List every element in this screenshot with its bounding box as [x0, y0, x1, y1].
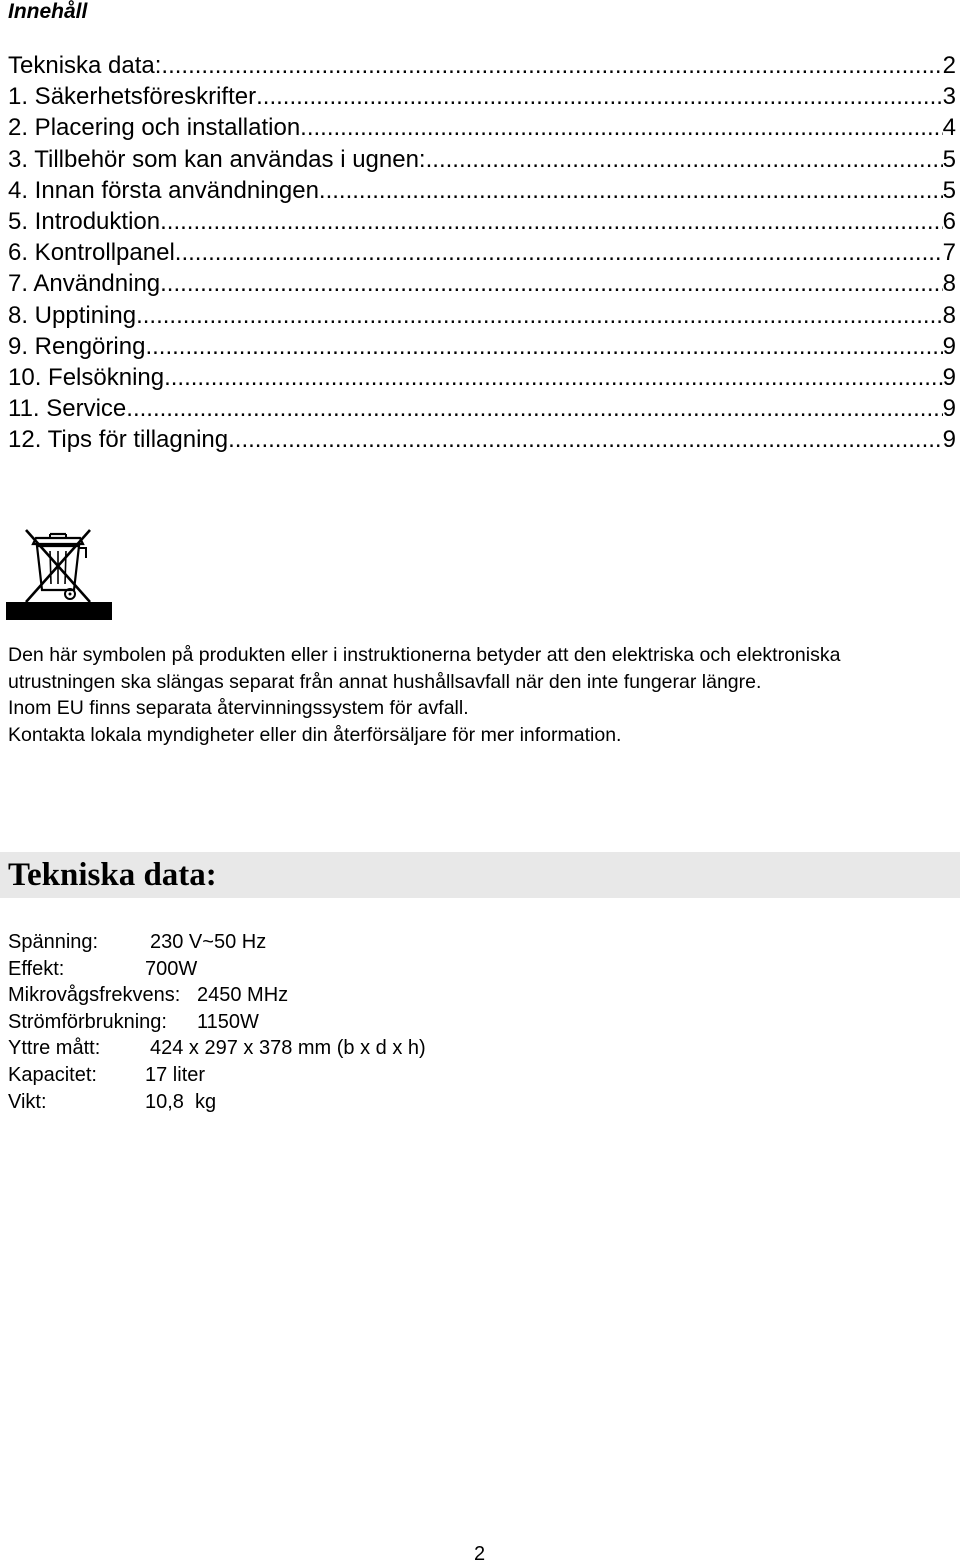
toc-leader-dots — [136, 300, 943, 331]
toc-entry[interactable] — [8, 362, 956, 393]
toc-entry-page: 7 — [942, 239, 956, 267]
toc-leader-dots — [175, 237, 943, 268]
spec-value: 1150W — [197, 1010, 259, 1033]
toc-leader-dots — [145, 331, 942, 362]
toc-leader-dots — [319, 175, 943, 206]
toc-entry-page: 9 — [942, 426, 956, 454]
toc-entry[interactable] — [8, 237, 956, 268]
toc-entry-page: 2 — [942, 52, 956, 79]
toc-leader-dots — [160, 268, 943, 299]
spec-label: Kapacitet: — [8, 1063, 97, 1086]
toc-heading: Innehåll — [8, 0, 88, 23]
spec-value: 2450 MHz — [197, 984, 289, 1007]
toc-leader-dots — [256, 81, 943, 112]
toc-entry[interactable] — [8, 50, 956, 81]
toc-entry-page: 9 — [942, 363, 956, 391]
toc-entry-page: 5 — [942, 145, 956, 173]
weee-paragraph: Inom EU finns separata återvinningssystem för avfall. — [8, 697, 469, 719]
spec-label: Vikt: — [8, 1090, 47, 1113]
spec-row — [8, 982, 908, 1009]
spec-row — [8, 1089, 908, 1116]
toc-entry[interactable] — [8, 112, 956, 143]
section-title: Tekniska data: — [8, 857, 217, 893]
toc-entry-title: 11. Service — [8, 395, 127, 423]
toc-entry-page: 4 — [942, 114, 956, 142]
toc-leader-dots — [160, 206, 943, 237]
toc-leader-dots — [126, 393, 942, 424]
toc-entry[interactable] — [8, 175, 956, 206]
technical-specs-list — [8, 929, 908, 1115]
toc-entry[interactable] — [8, 144, 956, 175]
toc-entry[interactable] — [8, 81, 956, 112]
toc-entry-page: 9 — [942, 395, 956, 423]
spec-label: Mikrovågsfrekvens: — [8, 984, 181, 1007]
page-number: 2 — [474, 1543, 486, 1565]
table-of-contents — [8, 50, 956, 455]
spec-row — [8, 1035, 908, 1062]
toc-leader-dots — [426, 144, 943, 175]
spec-value: 230 V~50 Hz — [150, 931, 267, 953]
toc-entry[interactable] — [8, 393, 956, 424]
toc-entry-title: 1. Säkerhetsföreskrifter — [8, 83, 257, 111]
spec-label: Effekt: — [8, 957, 65, 980]
toc-entry-title: 8. Upptining — [8, 301, 137, 329]
spec-value: 10,8 kg — [145, 1090, 217, 1113]
toc-entry-page: 9 — [942, 332, 956, 360]
weee-paragraph: Kontakta lokala myndigheter eller din återförsäljare för mer information. — [8, 723, 622, 746]
toc-entry[interactable] — [8, 424, 956, 455]
toc-entry[interactable] — [8, 331, 956, 362]
spec-label: Yttre mått: — [8, 1037, 101, 1060]
weee-paragraph: Den här symbolen på produkten eller i instruktionerna betyder att den elektriska och elektroniska utrustningen ska slängas separat från annat hushållsavfall när den inte fungerar längre. — [8, 644, 841, 693]
toc-entry-title: 5. Introduktion — [8, 207, 161, 235]
toc-entry-title: 2. Placering och installation — [8, 114, 301, 142]
toc-entry[interactable] — [8, 206, 956, 237]
toc-entry-title: Tekniska data: — [8, 52, 162, 79]
toc-entry-page: 3 — [942, 83, 956, 111]
toc-entry[interactable] — [8, 300, 956, 331]
toc-entry-page: 6 — [942, 207, 956, 235]
toc-leader-dots — [300, 112, 942, 143]
spec-value: 424 x 297 x 378 mm (b x d x h) — [150, 1037, 426, 1060]
spec-label: Strömförbrukning: — [8, 1010, 167, 1033]
toc-leader-dots — [228, 424, 943, 455]
toc-leader-dots — [164, 362, 943, 393]
toc-entry-page: 8 — [942, 301, 956, 329]
toc-entry-title: 4. Innan första användningen — [8, 176, 319, 204]
toc-entry-title: 12. Tips för tillagning — [8, 426, 229, 454]
spec-row — [8, 1062, 908, 1089]
spec-value: 700W — [145, 957, 198, 980]
toc-entry-title: 3. Tillbehör som kan användas i ugnen: — [8, 145, 426, 173]
crossed-out-wheelie-bin-icon — [6, 524, 112, 620]
spec-row — [8, 929, 908, 956]
toc-entry[interactable] — [8, 268, 956, 299]
toc-entry-title: 7. Användning — [8, 270, 161, 298]
toc-entry-title: 6. Kontrollpanel — [8, 239, 175, 267]
weee-disposal-notice — [8, 642, 953, 748]
toc-leader-dots — [161, 50, 942, 81]
toc-entry-page: 5 — [942, 176, 956, 204]
toc-entry-title: 9. Rengöring — [8, 332, 146, 360]
spec-row — [8, 956, 908, 983]
spec-label: Spänning: — [8, 931, 99, 953]
toc-entry-title: 10. Felsökning — [8, 363, 165, 391]
spec-row — [8, 1009, 908, 1036]
spec-value: 17 liter — [145, 1063, 206, 1086]
toc-entry-page: 8 — [942, 270, 956, 298]
